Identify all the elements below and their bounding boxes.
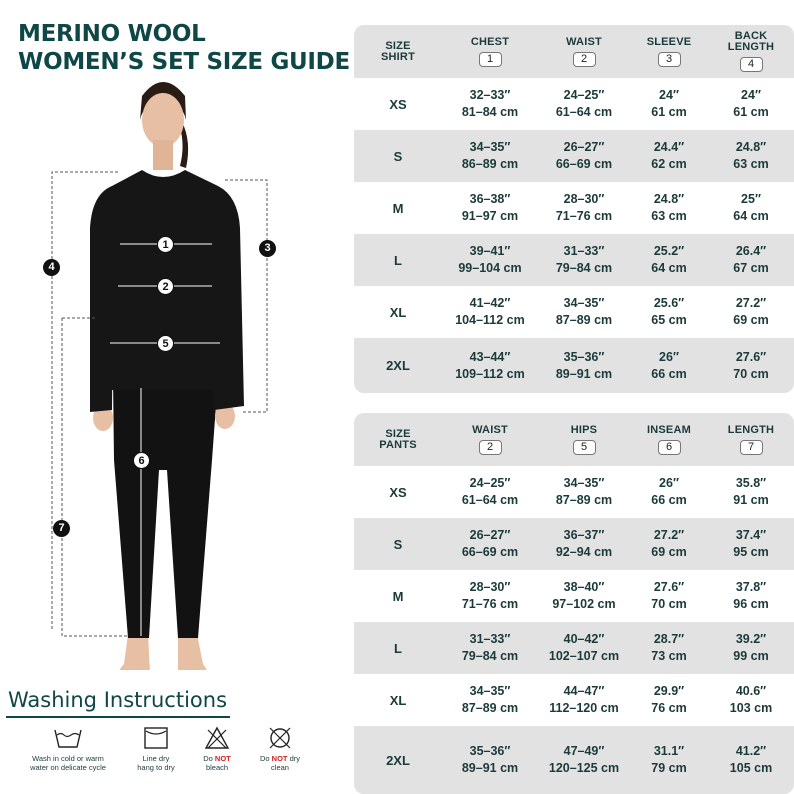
- measurement-value: 36–37″: [563, 528, 605, 542]
- measurement-value: 29.9″: [653, 684, 685, 698]
- wash-line-2: water on delicate cycle: [30, 763, 106, 772]
- measurement-value: 69 cm: [733, 313, 769, 327]
- measurement-value: 104–112 cm: [455, 313, 525, 327]
- measurement-cell: [442, 518, 538, 570]
- measurement-value: 24″: [741, 88, 761, 102]
- measurement-value: 25.6″: [653, 296, 685, 310]
- measurement-value: 26″: [659, 349, 679, 364]
- measurement-value: 24–25″: [563, 88, 605, 102]
- measurement-cell: [630, 726, 708, 794]
- bleach-line-1: Do NOT: [203, 754, 231, 763]
- measurement-value: 41.2″: [735, 744, 767, 758]
- measurement-cell: [630, 570, 708, 622]
- header-cell: [708, 25, 794, 78]
- measurement-cell: [708, 130, 794, 182]
- measurement-value: 71–76 cm: [555, 209, 613, 223]
- measurement-value: 89–91 cm: [461, 761, 519, 775]
- measurement-value: 34–35″: [563, 296, 605, 310]
- measurement-value: 31.1″: [653, 744, 685, 758]
- table-row: [354, 726, 794, 794]
- measurement-value: 25″: [741, 192, 761, 206]
- measurement-number-badge: 3: [658, 52, 681, 67]
- measurement-cell: [442, 338, 538, 393]
- measurement-value: 26.4″: [735, 244, 767, 258]
- measurement-cell: [538, 78, 630, 130]
- header-label: SLEEVE: [646, 35, 692, 48]
- measurement-value: 61–64 cm: [461, 493, 519, 507]
- title-line-1: MERINO WOOL: [18, 21, 206, 47]
- measurement-value: 63 cm: [733, 157, 769, 171]
- measurement-value: 96 cm: [733, 597, 769, 611]
- size-label: 2XL: [386, 752, 410, 768]
- no-dry-clean-icon: [267, 726, 293, 750]
- size-label: S: [393, 148, 403, 164]
- measurement-value: 67 cm: [733, 261, 769, 275]
- measurement-value: 31–33″: [563, 244, 605, 258]
- pants-table-header: [354, 413, 794, 466]
- measurement-value: 40.6″: [735, 684, 767, 698]
- header-label: SIZE: [385, 427, 411, 440]
- size-label: XL: [389, 692, 407, 708]
- face: [142, 93, 184, 147]
- measurement-cell: [538, 130, 630, 182]
- measurement-cell: [630, 78, 708, 130]
- marker-4: 4: [43, 259, 60, 276]
- measurement-value: 73 cm: [651, 649, 687, 663]
- measurement-value: 87–89 cm: [461, 701, 519, 715]
- wash-basin-icon: [52, 726, 84, 750]
- measurement-value: 99 cm: [733, 649, 769, 663]
- header-label: CHEST: [470, 35, 510, 48]
- header-cell: [442, 25, 538, 78]
- measurement-cell: [538, 726, 630, 794]
- marker-5: 5: [157, 335, 174, 352]
- measurement-value: 24–25″: [469, 476, 511, 490]
- table-row: [354, 338, 794, 393]
- measurement-value: 109–112 cm: [455, 366, 525, 381]
- header-label: PANTS: [379, 438, 417, 451]
- measurement-value: 37.4″: [735, 528, 767, 542]
- measurement-value: 28–30″: [563, 192, 605, 206]
- measurement-value: 35–36″: [563, 349, 605, 364]
- measurement-cell: [708, 78, 794, 130]
- measurement-cell: [708, 286, 794, 338]
- wash-item-no-bleach: [192, 726, 242, 772]
- measurement-value: 39–41″: [469, 244, 511, 258]
- measurement-value: 70 cm: [651, 597, 687, 611]
- measurement-value: 47–49″: [563, 744, 605, 758]
- measurement-cell: [708, 622, 794, 674]
- measurement-cell: [442, 726, 538, 794]
- measurement-cell: [442, 622, 538, 674]
- measurement-value: 65 cm: [651, 313, 687, 327]
- header-cell: [708, 413, 794, 466]
- header-label: INSEAM: [647, 423, 691, 436]
- measurement-value: 34–35″: [563, 476, 605, 490]
- table-row: [354, 518, 794, 570]
- leggings: [113, 378, 218, 638]
- measurement-value: 91–97 cm: [461, 209, 519, 223]
- size-label: XS: [389, 96, 407, 112]
- measurement-value: 66–69 cm: [555, 157, 613, 171]
- measurement-value: 66 cm: [651, 493, 687, 507]
- measurement-number-badge: 5: [573, 440, 596, 455]
- measurement-value: 28.7″: [653, 632, 685, 646]
- table-row: [354, 622, 794, 674]
- size-label: XS: [389, 484, 407, 500]
- header-label: BACK: [734, 30, 768, 42]
- measurement-number-badge: 7: [740, 440, 763, 455]
- measurement-value: 27.2″: [735, 296, 767, 310]
- wash-item-no-dry-clean: [252, 726, 308, 772]
- bleach-line-2: bleach: [205, 763, 229, 772]
- measurement-cell: [442, 286, 538, 338]
- measurement-value: 28–30″: [469, 580, 511, 594]
- measurement-cell: [708, 726, 794, 794]
- clean-line-2: clean: [271, 763, 289, 772]
- measurement-value: 89–91 cm: [555, 366, 613, 381]
- shirt-size-table: [354, 25, 794, 393]
- table-row: [354, 674, 794, 726]
- measurement-cell: [538, 518, 630, 570]
- marker-1: 1: [157, 236, 174, 253]
- measurement-value: 24″: [659, 88, 679, 102]
- measurement-value: 66 cm: [651, 366, 687, 381]
- measurement-value: 79 cm: [651, 761, 687, 775]
- measurement-value: 120–125 cm: [548, 761, 620, 775]
- measurement-value: 37.8″: [735, 580, 767, 594]
- measurement-cell: [442, 570, 538, 622]
- measurement-value: 25.2″: [653, 244, 685, 258]
- measurement-value: 97–102 cm: [552, 597, 616, 611]
- measurement-cell: [442, 182, 538, 234]
- measurement-cell: [538, 466, 630, 518]
- header-cell: [538, 413, 630, 466]
- measurement-cell: [630, 674, 708, 726]
- measurement-value: 61 cm: [733, 105, 769, 119]
- measurement-cell: [630, 286, 708, 338]
- wash-item-basin: [18, 726, 118, 772]
- marker-7: 7: [53, 520, 70, 537]
- measurement-value: 27.6″: [735, 349, 767, 364]
- measurement-value: 79–84 cm: [555, 261, 613, 275]
- header-cell: [442, 413, 538, 466]
- measurement-cell: [538, 674, 630, 726]
- not-emphasis: NOT: [271, 754, 288, 763]
- wash-line-1: Wash in cold or warm: [32, 754, 104, 763]
- measurement-cell: [538, 234, 630, 286]
- measurement-value: 63 cm: [651, 209, 687, 223]
- measurement-value: 26–27″: [563, 140, 605, 154]
- measurement-cell: [708, 518, 794, 570]
- model-figure: [0, 70, 300, 670]
- measurement-cell: [538, 286, 630, 338]
- measurement-cell: [538, 182, 630, 234]
- shirt-table-header: [354, 25, 794, 78]
- measurement-cell: [630, 518, 708, 570]
- measurement-value: 62 cm: [651, 157, 687, 171]
- measurement-value: 41–42″: [469, 296, 511, 310]
- measurement-value: 38–40″: [563, 580, 605, 594]
- measurement-number-badge: 2: [479, 440, 502, 455]
- table-row: [354, 286, 794, 338]
- measurement-cell: [442, 234, 538, 286]
- measurement-value: 64 cm: [651, 261, 687, 275]
- header-label: SIZE: [385, 39, 411, 52]
- measurement-cell: [708, 234, 794, 286]
- measurement-cell: [630, 130, 708, 182]
- marker-3: 3: [259, 240, 276, 257]
- header-cell: [630, 413, 708, 466]
- table-row: [354, 78, 794, 130]
- header-label: HIPS: [570, 423, 598, 436]
- measurement-cell: [538, 570, 630, 622]
- measurement-cell: [442, 130, 538, 182]
- measurement-value: 92–94 cm: [555, 545, 613, 559]
- measurement-value: 32–33″: [469, 88, 511, 102]
- measurement-cell: [442, 466, 538, 518]
- size-label: M: [392, 200, 404, 216]
- measurement-cell: [708, 674, 794, 726]
- dry-line-1: Line dry: [142, 754, 170, 763]
- measurement-value: 79–84 cm: [461, 649, 519, 663]
- measurement-value: 64 cm: [733, 209, 769, 223]
- table-row: [354, 182, 794, 234]
- header-label: WAIST: [566, 35, 602, 48]
- measurement-value: 31–33″: [469, 632, 511, 646]
- measurement-cell: [630, 338, 708, 393]
- no-bleach-icon: [204, 726, 230, 750]
- measurement-value: 95 cm: [733, 545, 769, 559]
- measurement-value: 87–89 cm: [555, 493, 613, 507]
- wash-item-line-dry: [128, 726, 184, 772]
- measurement-value: 66–69 cm: [461, 545, 519, 559]
- measurement-value: 81–84 cm: [461, 105, 519, 119]
- measurement-number-badge: 1: [479, 52, 502, 67]
- measurement-value: 35.8″: [735, 476, 767, 490]
- measurement-value: 91 cm: [733, 493, 769, 507]
- measurement-cell: [708, 570, 794, 622]
- measurement-value: 34–35″: [469, 684, 511, 698]
- measurement-cell: [538, 338, 630, 393]
- measurement-number-badge: 4: [740, 57, 763, 72]
- measurement-cell: [442, 674, 538, 726]
- measurement-cell: [708, 182, 794, 234]
- measurement-value: 39.2″: [735, 632, 767, 646]
- header-cell: [630, 25, 708, 78]
- measurement-value: 24.8″: [735, 140, 767, 154]
- measurement-cell: [630, 466, 708, 518]
- measurement-cell: [442, 78, 538, 130]
- measurement-cell: [630, 622, 708, 674]
- measurement-value: 34–35″: [469, 140, 511, 154]
- measurement-cell: [630, 182, 708, 234]
- measurement-number-badge: 2: [573, 52, 596, 67]
- measurement-value: 99–104 cm: [458, 261, 522, 275]
- measurement-value: 40–42″: [563, 632, 605, 646]
- washing-title: Washing Instructions: [8, 688, 228, 712]
- header-cell: [354, 413, 442, 466]
- measurement-value: 112–120 cm: [549, 701, 619, 715]
- measurement-cell: [630, 234, 708, 286]
- measurement-value: 86–89 cm: [461, 157, 519, 171]
- table-row: [354, 130, 794, 182]
- dry-line-2: hang to dry: [137, 763, 175, 772]
- measurement-value: 71–76 cm: [461, 597, 519, 611]
- header-label: SHIRT: [381, 50, 415, 63]
- washing-divider: [6, 716, 230, 718]
- header-label: LENGTH: [727, 41, 775, 53]
- pants-size-table: [354, 413, 794, 794]
- measurement-value: 76 cm: [651, 701, 687, 715]
- measurement-value: 27.2″: [653, 528, 685, 542]
- header-cell: [354, 25, 442, 78]
- measurement-value: 61–64 cm: [555, 105, 613, 119]
- right-foot: [178, 634, 208, 670]
- measurement-value: 26–27″: [469, 528, 511, 542]
- size-label: S: [393, 536, 403, 552]
- measurement-value: 35–36″: [469, 744, 511, 758]
- header-label: WAIST: [472, 423, 508, 436]
- measurement-value: 43–44″: [469, 349, 511, 364]
- measurement-value: 27.6″: [653, 580, 685, 594]
- measurement-cell: [538, 622, 630, 674]
- line-dry-icon: [143, 726, 169, 750]
- marker-2: 2: [157, 278, 174, 295]
- marker-6: 6: [133, 452, 150, 469]
- measurement-value: 26″: [659, 476, 679, 490]
- table-row: [354, 466, 794, 518]
- size-label: M: [392, 588, 404, 604]
- measurement-value: 87–89 cm: [555, 313, 613, 327]
- not-emphasis: NOT: [214, 754, 231, 763]
- size-label: 2XL: [386, 358, 410, 373]
- measurement-value: 44–47″: [563, 684, 605, 698]
- measurement-cell: [708, 338, 794, 393]
- size-label: L: [394, 640, 402, 656]
- page-title: [18, 20, 350, 76]
- left-foot: [118, 634, 150, 670]
- measurement-value: 102–107 cm: [548, 649, 620, 663]
- measurement-value: 70 cm: [733, 366, 769, 381]
- measurement-value: 103 cm: [729, 701, 773, 715]
- measurement-value: 61 cm: [651, 105, 687, 119]
- measurement-value: 24.4″: [653, 140, 685, 154]
- header-cell: [538, 25, 630, 78]
- measurement-cell: [708, 466, 794, 518]
- measurement-value: 24.8″: [653, 192, 685, 206]
- measurement-value: 105 cm: [729, 761, 773, 775]
- table-row: [354, 570, 794, 622]
- neck: [153, 140, 173, 170]
- measurement-number-badge: 6: [658, 440, 681, 455]
- header-label: LENGTH: [727, 423, 775, 436]
- table-row: [354, 234, 794, 286]
- measurement-value: 69 cm: [651, 545, 687, 559]
- measurement-value: 36–38″: [469, 192, 511, 206]
- title-line-2: WOMEN’S SET SIZE GUIDE: [18, 49, 350, 75]
- size-label: L: [394, 252, 402, 268]
- size-label: XL: [389, 304, 407, 320]
- clean-line-1: Do NOT dry: [259, 754, 301, 763]
